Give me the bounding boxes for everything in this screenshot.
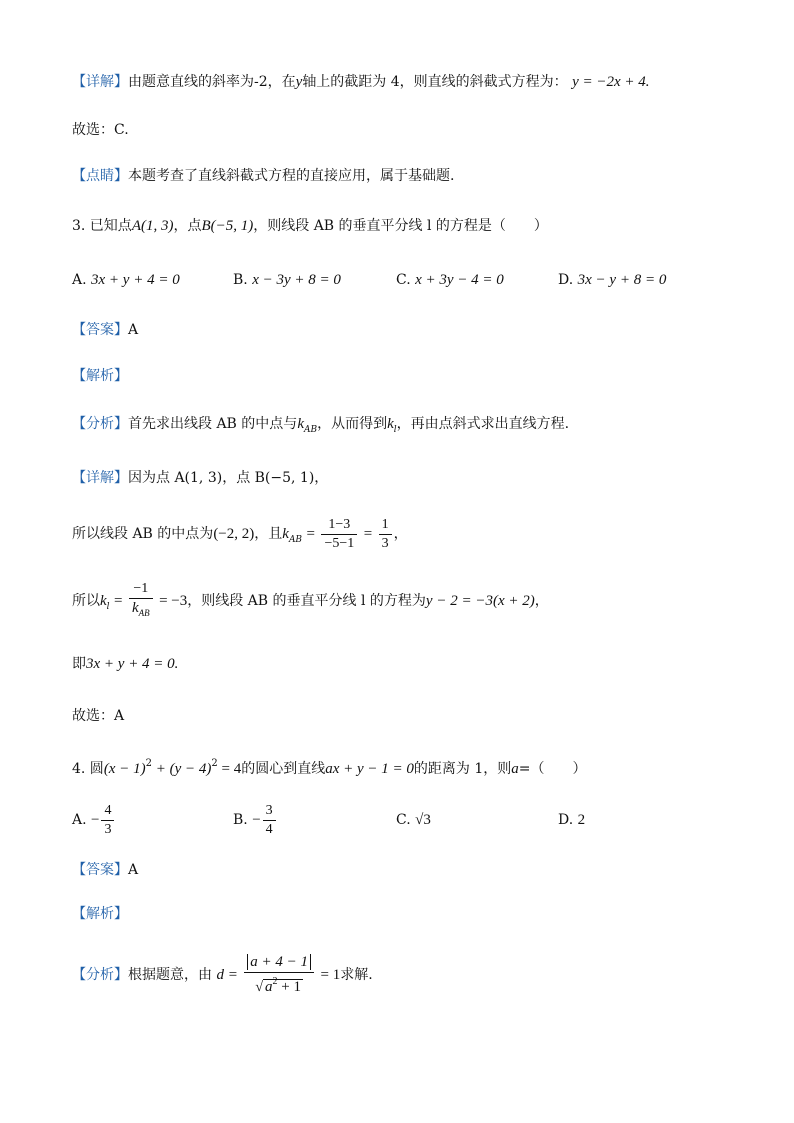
q3-kab-fraction [321, 516, 357, 553]
q3-option-c [396, 270, 504, 290]
comment-tag: 【点睛】 [72, 168, 128, 184]
detail-text2: 轴上的截距为 4，则直线的斜截式方程为： [302, 74, 568, 90]
q4-fenxi-text1: 根据题意，由 [128, 967, 212, 983]
q4-fenxi-text2: 求解. [340, 967, 373, 983]
q3-opt-c-label: C. [396, 272, 411, 288]
q3-opt-d-text: 3x − y + 8 = 0 [577, 272, 667, 288]
q3-kl-text2: ，则线段 AB 的垂直平分线 l 的方程为 [187, 593, 426, 609]
q3-kab-end: ， [393, 526, 408, 542]
q3-kl-den-sub: AB [138, 608, 150, 618]
q3-answer-value: A [128, 322, 139, 338]
q4-opt-b-sign: − [252, 812, 261, 828]
q4-opt-b-den: 4 [265, 821, 273, 837]
q3-detail [72, 468, 328, 488]
q4-opt-a-label: A. [72, 812, 87, 828]
q3-opt-c-text: x + 3y − 4 = 0 [415, 272, 504, 288]
q3-fenxi [72, 414, 569, 440]
q3-choose: 故选：A [72, 708, 125, 724]
q4-opt-b-num: 3 [263, 802, 276, 821]
q3-kab-eq2: = [363, 526, 373, 542]
q4-d-res: = 1 [320, 967, 341, 983]
q4-opt-c-text: √3 [415, 812, 431, 828]
q3-final-prefix: 即 [72, 656, 86, 672]
q3-fenxi-text2: ，从而得到 [317, 416, 388, 432]
q4-answer-value: A [128, 862, 139, 878]
q4-opt-a-den: 3 [104, 821, 112, 837]
q3-opt-b-label: B. [233, 272, 248, 288]
equation: y = −2x + 4. [572, 74, 650, 90]
q3-mid-text2: ，且 [254, 526, 283, 542]
detail-tag: 【详解】 [72, 74, 128, 90]
q3-option-b [233, 270, 341, 290]
q3-kab-num: 1−3 [321, 516, 357, 535]
q4-eq4: = 4 [217, 761, 242, 777]
q4-option-d [558, 810, 585, 830]
q4-sq2: 2 [211, 758, 218, 769]
q4-d-den-plus: + 1 [277, 979, 301, 995]
q3-kab-res-num: 1 [379, 516, 392, 535]
q4-answer-tag: 【答案】 [72, 862, 128, 878]
q3-opt-a-label: A. [72, 272, 87, 288]
detail-line [72, 72, 650, 92]
q3-opt-d-label: D. [558, 272, 574, 288]
q3-kab-res-den: 3 [381, 535, 389, 551]
q3-kl-res: = −3 [159, 593, 188, 609]
comment-text: 本题考查了直线斜截式方程的直接应用，属于基础题. [128, 168, 455, 184]
q4-d-fraction [244, 953, 314, 997]
q3-kab-eq: = [306, 526, 315, 542]
q4-fenxi [72, 952, 373, 998]
q3-final-eq: 3x + y + 4 = 0. [86, 656, 179, 672]
q3-answer-tag: 【答案】 [72, 322, 128, 338]
q3-kab-sub: AB [288, 535, 303, 545]
q3-kl-fraction [129, 580, 153, 622]
q3-stem-prefix: 3. 已知点 [72, 218, 132, 234]
q4-stem [72, 754, 587, 779]
q3-fenxi-kl-sub: l [393, 425, 397, 435]
q3-kl-num: −1 [129, 580, 153, 599]
q3-kl-sub: l [106, 602, 110, 612]
q3-kl-eqn: y − 2 = −3(x + 2) [425, 593, 535, 609]
q4-d-num-wrap [244, 953, 314, 973]
q4-d-sqrt [263, 976, 303, 995]
q3-midpoint-line [72, 514, 408, 560]
q3-detail-tag: 【详解】 [72, 470, 128, 486]
q4-stem-end: =（ ） [518, 761, 587, 777]
q4-opt-a-frac [101, 802, 114, 839]
q3-kab: k [282, 526, 289, 542]
q4-stem-suffix: 的距离为 1，则 [413, 761, 512, 777]
q4-option-c [396, 810, 431, 830]
q3-kl-end: ， [534, 593, 549, 609]
q3-kl: k [100, 593, 107, 609]
q3-kl-text1: 所以 [72, 593, 100, 609]
q3-opt-b-text: x − 3y + 8 = 0 [252, 272, 341, 288]
q3-fenxi-kl: k [387, 416, 394, 432]
q3-kl-line [72, 580, 549, 627]
q4-opt-d-label: D. [558, 812, 574, 828]
q3-opt-a-text: 3x + y + 4 = 0 [91, 272, 180, 288]
q4-circle-eq: (x − 1) [103, 761, 146, 777]
q4-d-den-wrap: √ $a^2 + 1$ [255, 976, 301, 995]
q3-kl-den [129, 599, 153, 622]
q3-point-b: B(−5, 1) [201, 218, 254, 234]
q3-answer [72, 320, 138, 340]
q3-kl-den-k: k [131, 600, 139, 616]
q4-opt-c-label: C. [396, 812, 411, 828]
q3-detail-text: 因为点 A(1, 3)，点 B(−5, 1)， [128, 470, 329, 486]
q4-answer [72, 860, 138, 880]
q3-fenxi-text3: ，再由点斜式求出直线方程. [396, 416, 570, 432]
detail-text: 由题意直线的斜率为-2，在 [128, 74, 296, 90]
answer-line: 故选：C. [72, 122, 129, 138]
q4-d-den-sq: 2 [272, 976, 278, 987]
q3-mid-text1: 所以线段 AB 的中点为 [72, 526, 214, 542]
q4-opt-d-text: 2 [577, 812, 586, 828]
q4-opt-a-sign: − [91, 812, 100, 828]
q4-stem-prefix: 4. 圆 [72, 761, 104, 777]
q3-option-d [558, 270, 666, 290]
q4-opt-a-num: 4 [101, 802, 114, 821]
q4-d-num: a + 4 − 1 [247, 954, 311, 970]
q4-option-b [233, 800, 278, 840]
q3-point-a: A(1, 3) [131, 218, 174, 234]
q4-d-eq: d = [216, 967, 238, 983]
q4-opt-b-label: B. [233, 812, 248, 828]
q3-analysis-tag: 【解析】 [72, 368, 128, 384]
q3-fenxi-tag: 【分析】 [72, 416, 128, 432]
q4-line-eq: ax + y − 1 = 0 [325, 761, 414, 777]
q3-fenxi-k: k [297, 416, 304, 432]
q3-final [72, 654, 178, 674]
q4-d-den: a [265, 979, 273, 995]
q3-kl-eq: = [114, 593, 123, 609]
q4-a-var: a [511, 761, 519, 777]
q4-plus: + (y − 4) [151, 761, 212, 777]
q4-fenxi-tag: 【分析】 [72, 967, 128, 983]
q4-analysis-tag: 【解析】 [72, 906, 128, 922]
q3-mid-point: (−2, 2) [213, 526, 255, 542]
q3-fenxi-k-sub: AB [303, 425, 318, 435]
q4-sq1: 2 [145, 758, 152, 769]
q4-option-a [72, 800, 116, 840]
q3-kab-result [379, 516, 392, 553]
q3-stem-suffix: ，则线段 AB 的垂直平分线 l 的方程是（ ） [253, 218, 548, 234]
comment-line [72, 166, 454, 186]
q3-kab-den: −5−1 [324, 535, 355, 551]
q3-mid: ，点 [173, 218, 202, 234]
q3-fenxi-text1: 首先求出线段 AB 的中点与 [128, 416, 298, 432]
q3-option-a [72, 270, 180, 290]
y-var: y [295, 74, 303, 90]
q3-stem [72, 216, 548, 236]
q4-opt-b-frac [263, 802, 276, 839]
q4-stem-mid: 的圆心到直线 [241, 761, 326, 777]
